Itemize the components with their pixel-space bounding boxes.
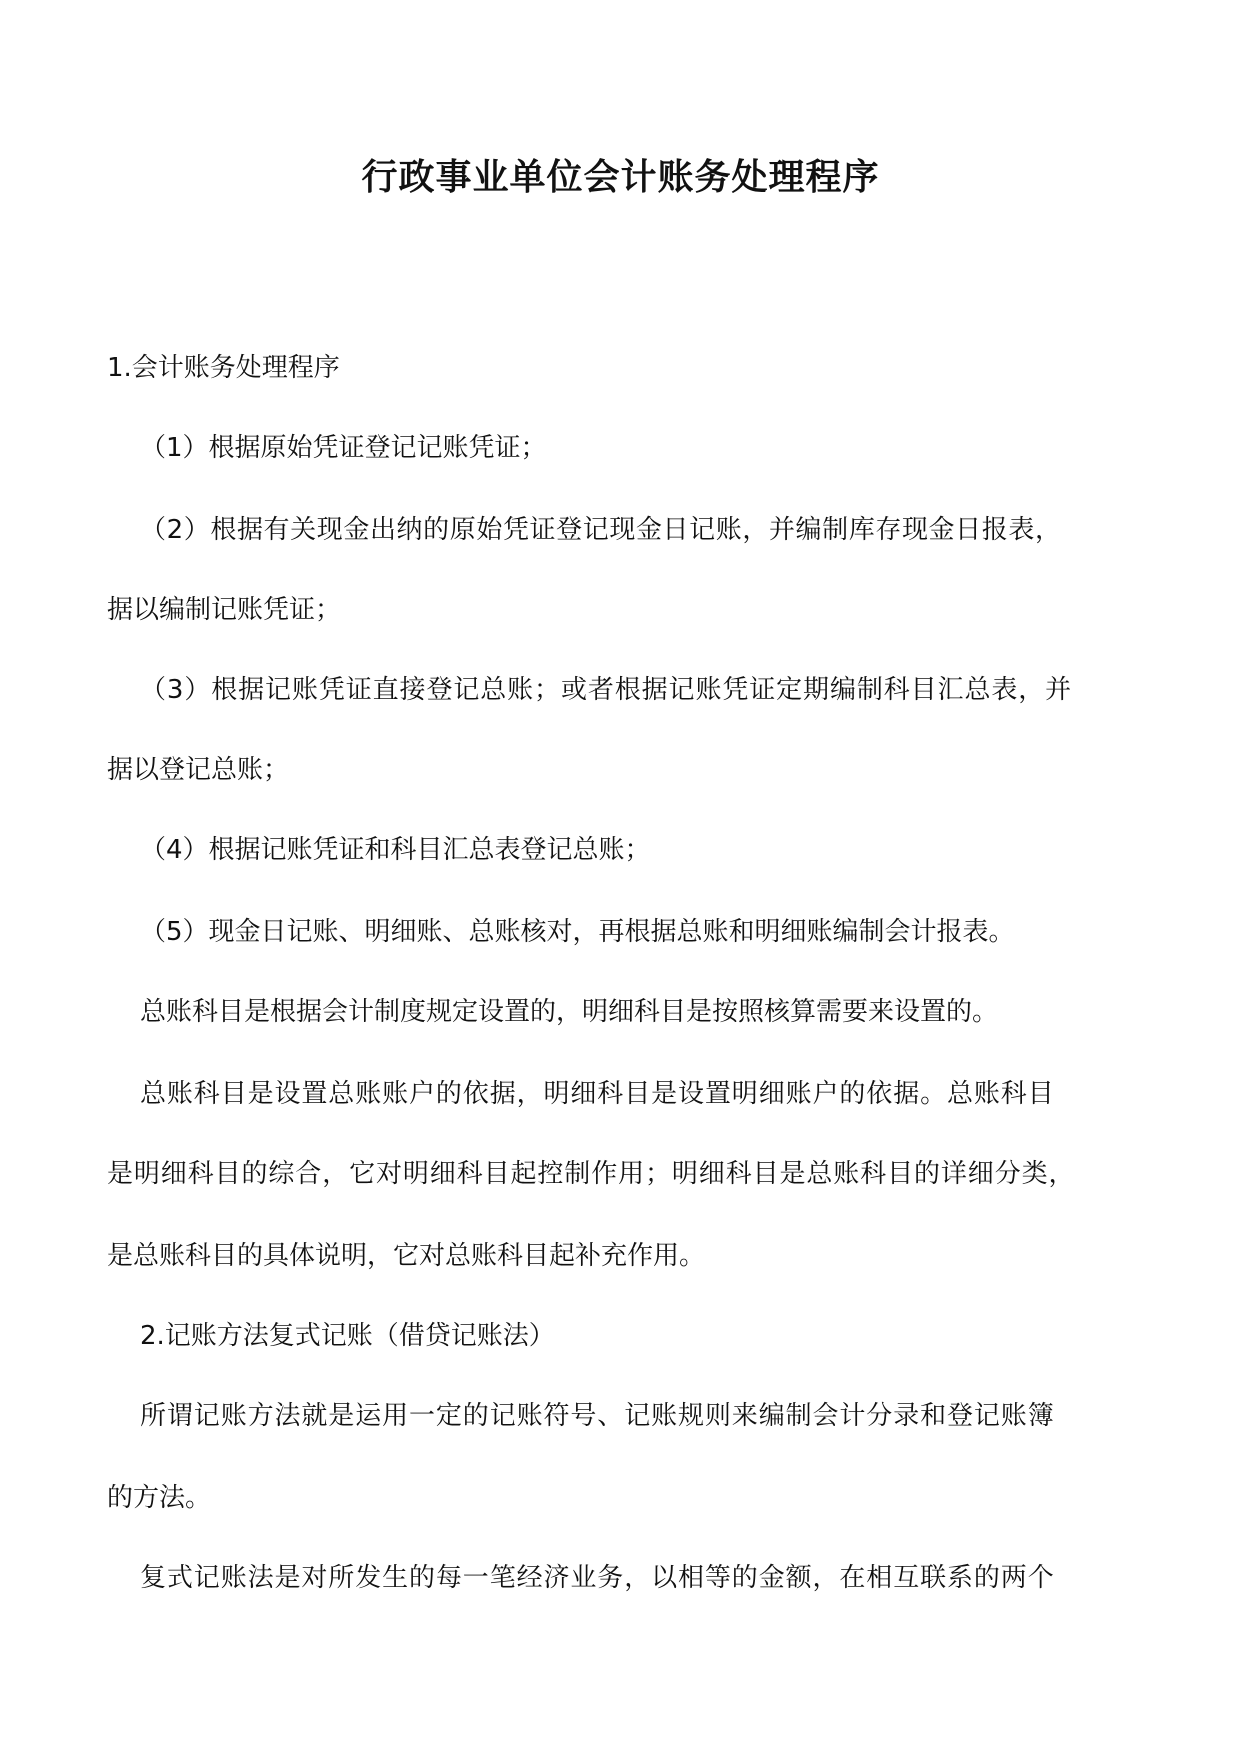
document-title: 行政事业单位会计账务处理程序	[361, 156, 880, 198]
step-3-text-line-2: 据以登记总账；	[107, 755, 290, 785]
step-2-text-line-1: （2）根据有关现金出纳的原始凭证登记现金日记账，并编制库存现金日报表，	[140, 515, 1062, 545]
paragraph-double-entry-line-1: 复式记账法是对所发生的每一笔经济业务，以相等的金额，在相互联系的两个	[140, 1563, 1055, 1593]
paragraph-accounts-line-3: 是总账科目的具体说明，它对总账科目起补充作用。	[107, 1241, 706, 1271]
paragraph-general-ledger: 总账科目是根据会计制度规定设置的，明细科目是按照核算需要来设置的。	[140, 997, 999, 1027]
step-4-text: （4）根据记账凭证和科目汇总表登记总账；	[140, 835, 651, 865]
section-heading-2: 2.记账方法复式记账（借贷记账法）	[140, 1321, 555, 1351]
paragraph-method-line-1: 所谓记账方法就是运用一定的记账符号、记账规则来编制会计分录和登记账簿	[140, 1401, 1055, 1431]
paragraph-accounts-line-1: 总账科目是设置总账账户的依据，明细科目是设置明细账户的依据。总账科目	[140, 1079, 1055, 1109]
section-heading-1: 1.会计账务处理程序	[107, 353, 340, 383]
step-5-text: （5）现金日记账、明细账、总账核对，再根据总账和明细账编制会计报表。	[140, 917, 1015, 947]
step-1-text: （1）根据原始凭证登记记账凭证；	[140, 433, 547, 463]
paragraph-accounts-line-2: 是明细科目的综合，它对明细科目起控制作用；明细科目是总账科目的详细分类，	[107, 1159, 1076, 1189]
step-3-text-line-1: （3）根据记账凭证直接登记总账；或者根据记账凭证定期编制科目汇总表，并	[140, 675, 1073, 705]
step-2-text-line-2: 据以编制记账凭证；	[107, 595, 342, 625]
paragraph-method-line-2: 的方法。	[107, 1483, 212, 1513]
